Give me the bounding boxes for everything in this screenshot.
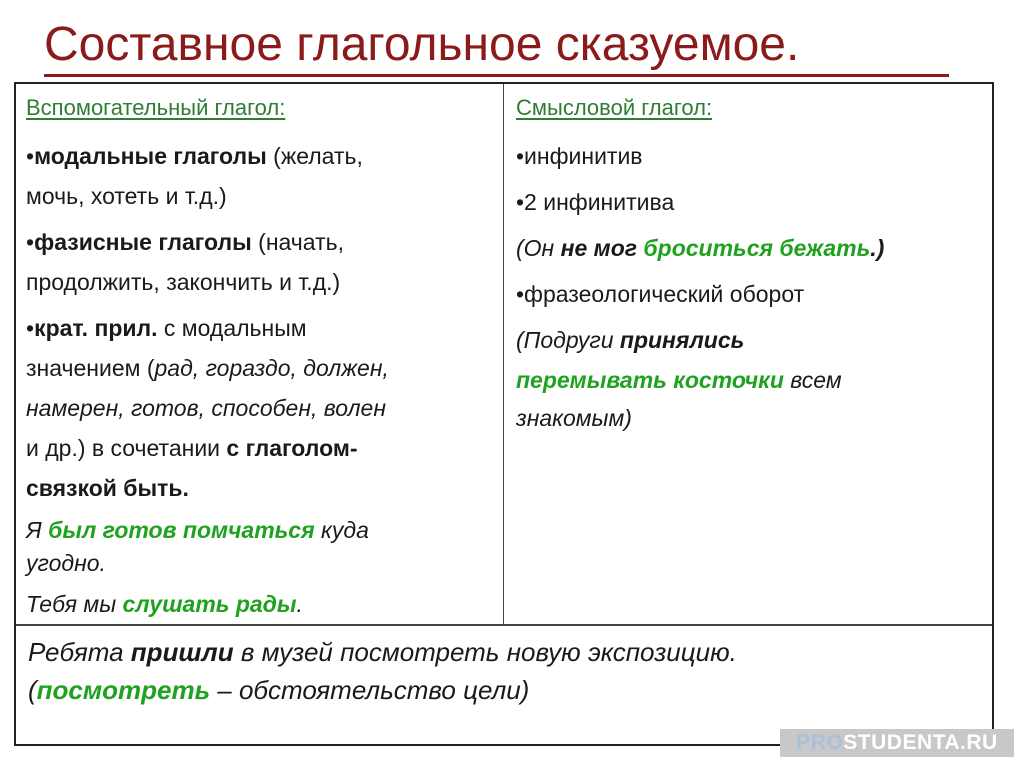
example-text: ( [28,675,37,705]
example-text: всем [783,367,842,393]
short-adj-text: с модальным [157,315,307,341]
bottom-example [28,632,737,672]
row-divider [16,624,992,626]
bottom-example-line2 [28,670,529,710]
example-bold: пришли [130,637,234,667]
example-text: (Он [516,235,561,261]
example-highlight: броситься бежать [643,235,871,261]
example-text: – обстоятельство цели) [210,675,530,705]
modal-verbs-term: модальные глаголы [34,143,267,169]
short-adj-examples: рад, гораздо, должен, [154,355,389,381]
phase-verbs-line2: продолжить, закончить и т.д.) [26,269,341,295]
example-bold: принялись [619,327,745,353]
short-adj-line5: связкой быть. [26,475,189,501]
two-infinitives-item: •2 инфинитива [516,189,675,215]
example-text: Ребята [28,637,131,667]
example-text: .) [870,235,885,261]
example-text: Тебя мы [26,591,123,617]
example-could-not [516,230,884,266]
example-friends [516,322,744,358]
bullet: • [26,229,35,255]
infinitive-item: •инфинитив [516,143,643,169]
example-text: куда [314,517,369,543]
example-text: (Подруги [516,327,620,353]
example-friends-line3: знакомым) [516,405,632,431]
short-adj-term: крат. прил. [34,315,158,341]
watermark-prefix: PRO [796,731,844,754]
bullet: • [26,315,35,341]
short-adj-line2 [26,350,389,386]
modal-verbs-examples: (желать, [266,143,363,169]
example-text: Я [26,517,49,543]
example-listen [26,586,303,622]
example-ready [26,512,369,548]
short-adj-line2-text: значением ( [26,355,155,381]
left-header: Вспомогательный глагол: [26,95,286,120]
short-adj-line4 [26,430,358,466]
right-header: Смысловой глагол: [516,95,713,120]
watermark [780,729,1014,757]
example-highlight: слушать рады [122,591,297,617]
example-highlight: перемывать косточки [516,367,784,393]
phase-verbs-item [26,224,344,260]
phase-verbs-examples: (начать, [251,229,344,255]
phase-verbs-term: фазисные глаголы [34,229,252,255]
modal-verbs-line2: мочь, хотеть и т.д.) [26,183,227,209]
page-title: Составное глагольное сказуемое. [44,18,800,71]
watermark-suffix: STUDENTA.RU [843,731,998,754]
short-adj-item [26,310,307,346]
example-bold: не мог [560,235,638,261]
short-adj-link-verb: с глаголом- [226,435,358,461]
example-friends-line2 [516,362,842,398]
short-adj-line3: намерен, готов, способен, волен [26,395,386,421]
phraseologism-item: •фразеологический оборот [516,281,805,307]
example-text: в музей посмотреть новую экспозицию. [233,637,737,667]
bullet: • [26,143,35,169]
modal-verbs-item [26,138,363,174]
example-text: . [296,591,303,617]
short-adj-line4-text: и др.) в сочетании [26,435,227,461]
title-underline [44,74,949,77]
example-highlight: был готов помчаться [48,517,315,543]
example-ready-line2: угодно. [26,550,106,576]
example-highlight: посмотреть [36,675,211,705]
